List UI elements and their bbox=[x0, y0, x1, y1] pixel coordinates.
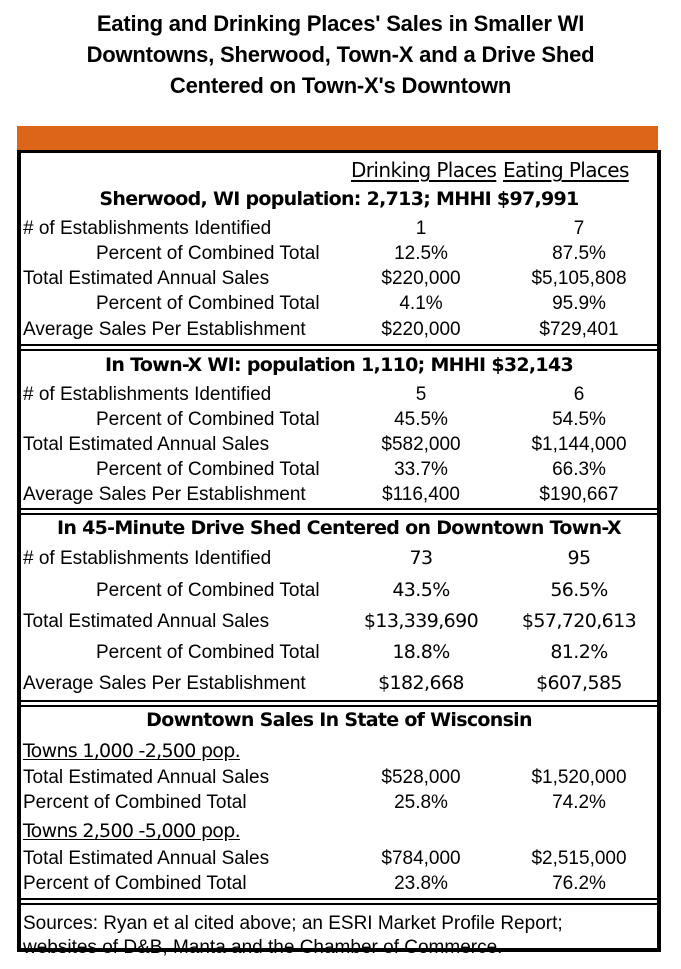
table-row bbox=[21, 640, 657, 665]
drinking-value: $220,000 bbox=[381, 319, 461, 340]
drinking-value: $182,668 bbox=[378, 672, 464, 694]
row-label: Total Estimated Annual Sales bbox=[23, 767, 270, 788]
row-label: Total Estimated Annual Sales bbox=[23, 434, 270, 455]
drinking-value: $784,000 bbox=[381, 848, 461, 869]
table-row bbox=[21, 317, 657, 342]
table-row bbox=[21, 407, 657, 432]
table-row bbox=[21, 546, 657, 571]
row-label: # of Establishments Identified bbox=[23, 384, 272, 405]
eating-value: $5,105,808 bbox=[531, 268, 627, 289]
drinking-value: 5 bbox=[415, 384, 427, 405]
drinking-value: 4.1% bbox=[399, 293, 443, 314]
eating-value: 76.2% bbox=[552, 873, 606, 894]
page-title bbox=[0, 8, 681, 101]
table-row bbox=[21, 765, 657, 790]
table-row bbox=[21, 790, 657, 815]
drinking-value: 43.5% bbox=[392, 579, 450, 601]
column-header-drinking: Drinking Places bbox=[351, 158, 497, 182]
table-row bbox=[21, 382, 657, 407]
eating-value: $190,667 bbox=[539, 484, 619, 505]
drinking-value: $116,400 bbox=[382, 484, 460, 505]
section-heading-wisconsin: Downtown Sales In State of Wisconsin bbox=[146, 709, 532, 731]
eating-value: 95 bbox=[567, 547, 591, 569]
sources-note bbox=[23, 912, 653, 960]
row-label: Percent of Combined Total bbox=[96, 459, 320, 480]
title-line: Downtowns, Sherwood, Town-X and a Drive Shed bbox=[86, 42, 595, 67]
sources-line: Sources: Ryan et al cited above; an ESRI Market Profile Report; bbox=[23, 913, 563, 934]
table-row bbox=[21, 578, 657, 603]
row-label: Percent of Combined Total bbox=[23, 873, 247, 894]
table-row bbox=[21, 432, 657, 457]
table-row bbox=[21, 216, 657, 241]
row-label: Average Sales Per Establishment bbox=[23, 319, 306, 340]
eating-value: 66.3% bbox=[552, 459, 606, 480]
subheading-towns-1000-2500: Towns 1,000 -2,500 pop. bbox=[23, 740, 240, 762]
title-line: Eating and Drinking Places' Sales in Smaller WI bbox=[96, 11, 585, 36]
eating-value: $607,585 bbox=[536, 672, 622, 694]
row-label: Percent of Combined Total bbox=[96, 580, 320, 601]
row-label: Average Sales Per Establishment bbox=[23, 673, 306, 694]
table-row bbox=[21, 241, 657, 266]
eating-value: 74.2% bbox=[552, 792, 606, 813]
eating-value: 56.5% bbox=[550, 579, 608, 601]
eating-value: $1,520,000 bbox=[531, 767, 627, 788]
eating-value: 81.2% bbox=[550, 641, 608, 663]
row-label: Percent of Combined Total bbox=[96, 409, 320, 430]
drinking-value: 45.5% bbox=[394, 409, 448, 430]
title-line: Centered on Town-X's Downtown bbox=[169, 73, 512, 98]
table-row bbox=[21, 609, 657, 634]
drinking-value: 1 bbox=[415, 218, 427, 239]
row-label: Total Estimated Annual Sales bbox=[23, 848, 270, 869]
eating-value: $57,720,613 bbox=[521, 610, 637, 632]
table-row bbox=[21, 871, 657, 896]
table-row bbox=[21, 291, 657, 316]
drinking-value: 73 bbox=[409, 547, 433, 569]
drinking-value: 18.8% bbox=[392, 641, 450, 663]
table-row bbox=[21, 846, 657, 871]
row-label: Total Estimated Annual Sales bbox=[23, 268, 270, 289]
drinking-value: 12.5% bbox=[394, 243, 448, 264]
table-row bbox=[21, 671, 657, 696]
drinking-value: 33.7% bbox=[394, 459, 448, 480]
section-divider bbox=[21, 898, 657, 905]
eating-value: 6 bbox=[573, 384, 585, 405]
eating-value: 87.5% bbox=[552, 243, 606, 264]
table-row bbox=[21, 266, 657, 291]
row-label: Percent of Combined Total bbox=[96, 293, 320, 314]
section-heading-townx: In Town-X WI: population 1,110; MHHI $32,143 bbox=[105, 354, 573, 376]
section-divider bbox=[21, 508, 657, 515]
drinking-value: $13,339,690 bbox=[363, 610, 479, 632]
row-label: Percent of Combined Total bbox=[23, 792, 247, 813]
section-divider bbox=[21, 344, 657, 351]
orange-header-bar bbox=[17, 126, 658, 150]
drinking-value: 25.8% bbox=[394, 792, 448, 813]
column-header-eating: Eating Places bbox=[503, 158, 629, 182]
subheading-towns-2500-5000: Towns 2,500 -5,000 pop. bbox=[23, 820, 240, 842]
row-label: # of Establishments Identified bbox=[23, 218, 272, 239]
section-divider bbox=[21, 700, 657, 707]
eating-value: 7 bbox=[573, 218, 585, 239]
eating-value: $1,144,000 bbox=[531, 434, 627, 455]
drinking-value: $582,000 bbox=[381, 434, 461, 455]
section-heading-driveshed: In 45-Minute Drive Shed Centered on Downtown Town-X bbox=[56, 517, 622, 539]
sales-table bbox=[17, 150, 661, 958]
eating-value: 54.5% bbox=[552, 409, 606, 430]
row-label: # of Establishments Identified bbox=[23, 548, 272, 569]
table-row bbox=[21, 457, 657, 482]
row-label: Total Estimated Annual Sales bbox=[23, 611, 270, 632]
drinking-value: $220,000 bbox=[381, 268, 461, 289]
row-label: Percent of Combined Total bbox=[96, 642, 320, 663]
row-label: Percent of Combined Total bbox=[96, 243, 320, 264]
eating-value: $729,401 bbox=[539, 319, 619, 340]
drinking-value: $528,000 bbox=[381, 767, 461, 788]
row-label: Average Sales Per Establishment bbox=[23, 484, 306, 505]
eating-value: 95.9% bbox=[552, 293, 606, 314]
drinking-value: 23.8% bbox=[394, 873, 448, 894]
table-row bbox=[21, 482, 657, 507]
section-heading-sherwood: Sherwood, WI population: 2,713; MHHI $97,991 bbox=[99, 188, 579, 210]
eating-value: $2,515,000 bbox=[531, 848, 627, 869]
sources-line: websites of D&B, Manta and the Chamber of Commerce. bbox=[23, 937, 503, 958]
